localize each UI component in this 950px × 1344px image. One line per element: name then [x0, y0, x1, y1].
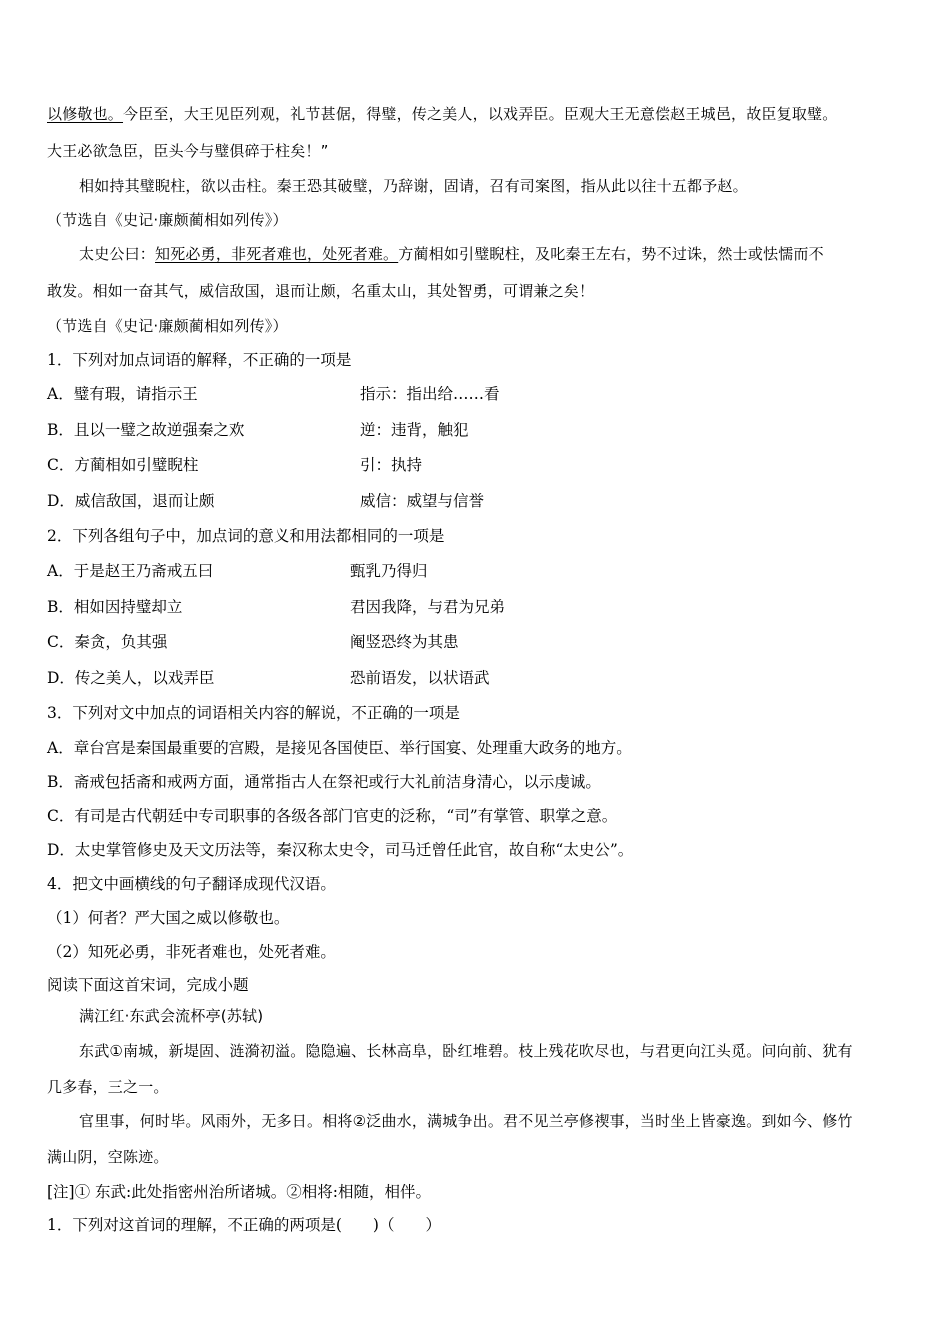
- poem-stanza-2-line-1: 官里事，何时毕。风雨外，无多日。相将②泛曲水，满城争出。君不见兰亭修禊事，当时坐上皆豪逸。到如今、修竹: [79, 1112, 853, 1130]
- question-4-item-1: （1）何者？严大国之威以修敬也。: [47, 909, 290, 927]
- question-2-stem: 2．下列各组句子中，加点词的意义和用法都相同的一项是: [47, 527, 445, 545]
- question-4-item-2: （2）知死必勇，非死者难也，处死者难。: [47, 943, 336, 961]
- question-3-stem: 3．下列对文中加点的词语相关内容的解说，不正确的一项是: [47, 704, 460, 722]
- passage-line-1: 以修敬也。今臣至，大王见臣列观，礼节甚倨，得璧，传之美人，以戏弄臣。臣观大王无意偿赵王城邑，故臣复取璧。: [47, 105, 838, 123]
- passage-line-3: 相如持其璧睨柱，欲以击柱。秦王恐其破璧，乃辞谢，固请，召有司案图，指从此以往十五都予赵。: [79, 177, 748, 195]
- passage-line-5: 敢发。相如一奋其气，威信敌国，退而让颇，名重太山，其处智勇，可谓兼之矣！: [47, 282, 595, 300]
- poem-stanza-1-line-2: 几多春，三之一。: [47, 1078, 169, 1096]
- poem-title: 满江红·东武会流杯亭(苏轼): [79, 1007, 264, 1025]
- source-citation-2: （节选自《史记·廉颇蔺相如列传》）: [47, 317, 288, 335]
- underlined-sentence-end: 以修敬也。: [47, 105, 124, 123]
- poem-stanza-2-line-2: 满山阴，空陈迹。: [47, 1148, 169, 1166]
- poem-note: [注]① 东武:此处指密州治所诸城。②相将:相随，相伴。: [47, 1183, 431, 1201]
- poem-intro: 阅读下面这首宋词，完成小题: [47, 976, 249, 994]
- source-citation-1: （节选自《史记·廉颇蔺相如列传》）: [47, 211, 288, 229]
- question-3-option-d: D．太史掌管修史及天文历法等，秦汉称太史令，司马迁曾任此官，故自称“太史公”。: [47, 841, 634, 859]
- question-4-stem: 4．把文中画横线的句子翻译成现代汉语。: [47, 875, 336, 893]
- question-3-option-a: A．章台宫是秦国最重要的宫殿，是接见各国使臣、举行国宴、处理重大政务的地方。: [47, 739, 632, 757]
- question-1-stem: 1．下列对加点词语的解释，不正确的一项是: [47, 351, 352, 369]
- underlined-sentence: 知死必勇，非死者难也，处死者难。: [155, 245, 399, 263]
- passage-line-4: 太史公曰：知死必勇，非死者难也，处死者难。方蔺相如引璧睨柱，及叱秦王左右，势不过诛，然士或怯懦而不: [79, 245, 824, 263]
- question-3-option-b: B．斋戒包括斋和戒两方面，通常指古人在祭祀或行大礼前洁身清心，以示虔诚。: [47, 773, 601, 791]
- poem-stanza-1-line-1: 东武①南城，新堤固、涟漪初溢。隐隐遍、长林高阜，卧红堆碧。枝上残花吹尽也，与君更向江头觅。问向前、犹有: [79, 1042, 853, 1060]
- question-3-option-c: C．有司是古代朝廷中专司职事的各级各部门官吏的泛称，“司”有掌管、职掌之意。: [47, 807, 618, 825]
- poem-question-1-stem: 1．下列对这首词的理解，不正确的两项是( )（ ）: [47, 1216, 441, 1234]
- passage-line-2: 大王必欲急臣，臣头今与璧俱碎于柱矣！”: [47, 142, 329, 160]
